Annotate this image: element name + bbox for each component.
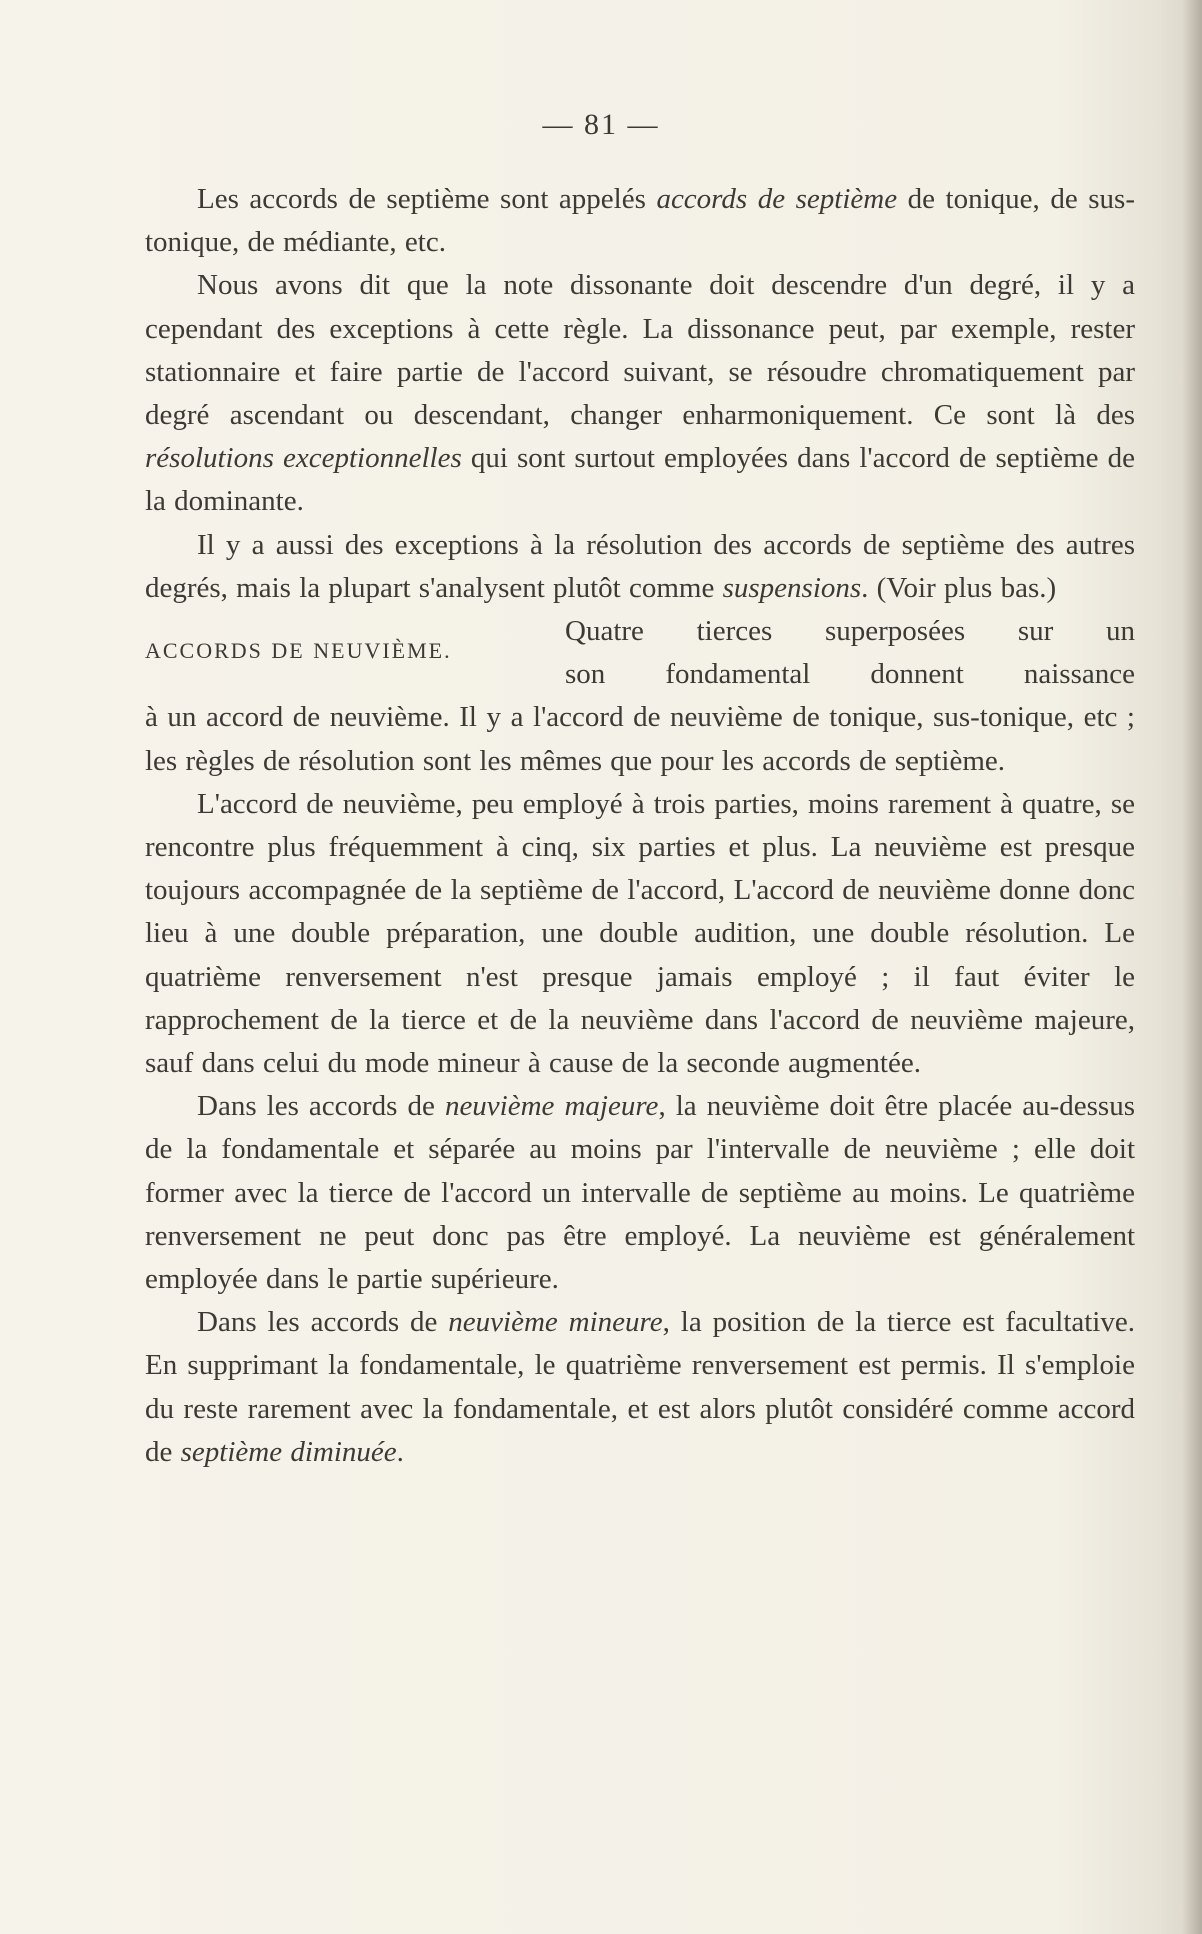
italic-term: septième diminuée (180, 1435, 397, 1468)
text-run: . (Voir plus bas.) (861, 571, 1057, 604)
section-continuation: à un accord de neuvième. Il y a l'accord de neuvième de tonique, sus-tonique, etc ; les règles de résolution sont les mêmes que pour les accords de septième. (145, 701, 1135, 777)
text-run: , la position de la tierce est facultative. En supprimant la fondamentale, le quatrième renversement est permis. Il s'emploie du reste rarement avec la fondamentale, et est alors plutôt considéré comme accord de (145, 1306, 1135, 1468)
text-run: . (396, 1435, 404, 1468)
italic-term: résolutions exceptionnelles (145, 442, 462, 475)
page-edge-shadow (1182, 0, 1202, 1934)
section-heading: ACCORDS DE NEUVIÈME. (145, 638, 452, 664)
italic-term: accords de septième (656, 183, 898, 215)
text-run: de tonique, de sus-tonique, de médiante, etc. (145, 183, 1135, 259)
italic-term: neuvième mineure (448, 1306, 663, 1339)
text-run: qui sont surtout employées dans l'accord de septième de la dominante. (145, 442, 1135, 518)
page-number: — 81 — (542, 108, 660, 141)
section-intro-line-2: son fondamental donnent naissance (565, 658, 1135, 691)
text-run: Nous avons dit que la note dissonante doit descendre d'un degré, il y a cependant des exceptions à cette règle. La dissonance peut, par exemple, rester stationnaire et faire partie de l'accord suivant, se résoudre chromatiquement par degré ascendant ou descendant, changer enharmoniquement. Ce sont là des (145, 269, 1135, 432)
paragraph (145, 1085, 1135, 1301)
section-intro (565, 610, 1135, 696)
paragraph (145, 264, 1135, 523)
text-run: Il y a aussi des exceptions à la résolution des accords de septième des autres degrés, mais la plupart s'analysent plutôt comme (145, 528, 1135, 604)
text-run: , la neuvième doit être placée au-dessus de la fondamentale et séparée au moins par l'intervalle de neuvième ; elle doit former avec la tierce de l'accord un intervalle de septième au moins. Le quatrième renversement ne peut donc pas être employé. La neuvième est généralement employée dans le partie supérieure. (145, 1090, 1135, 1296)
paragraph (145, 178, 1135, 264)
paragraph (145, 524, 1135, 610)
italic-term: neuvième majeure (444, 1090, 659, 1123)
text-run: Dans les accords de (197, 1306, 449, 1339)
section-intro-line-1: Quatre tierces superposées sur un (565, 615, 1135, 648)
paragraph (145, 783, 1135, 1085)
italic-term: suspensions (722, 571, 862, 604)
text-run: Dans les accords de (197, 1090, 445, 1123)
text-run: L'accord de neuvième, peu employé à trois parties, moins rarement à quatre, se rencontre plus fréquemment à cinq, six parties et plus. La neuvième est presque toujours accompagnée de la septième de l'accord, L'accord de neuvième donne donc lieu à une double préparation, une double audition, une double résolution. Le quatrième renversement n'est presque jamais employé ; il faut éviter le rapprochement de la tierce et de la neuvième dans l'accord de neuvième majeure, sauf dans celui du mode mineur à cause de la seconde augmentée. (145, 787, 1135, 1080)
text-run: Les accords de septième sont appelés (197, 183, 657, 215)
section-heading-row (145, 610, 1135, 696)
paragraph (145, 1301, 1135, 1474)
body-text (145, 178, 1135, 1474)
